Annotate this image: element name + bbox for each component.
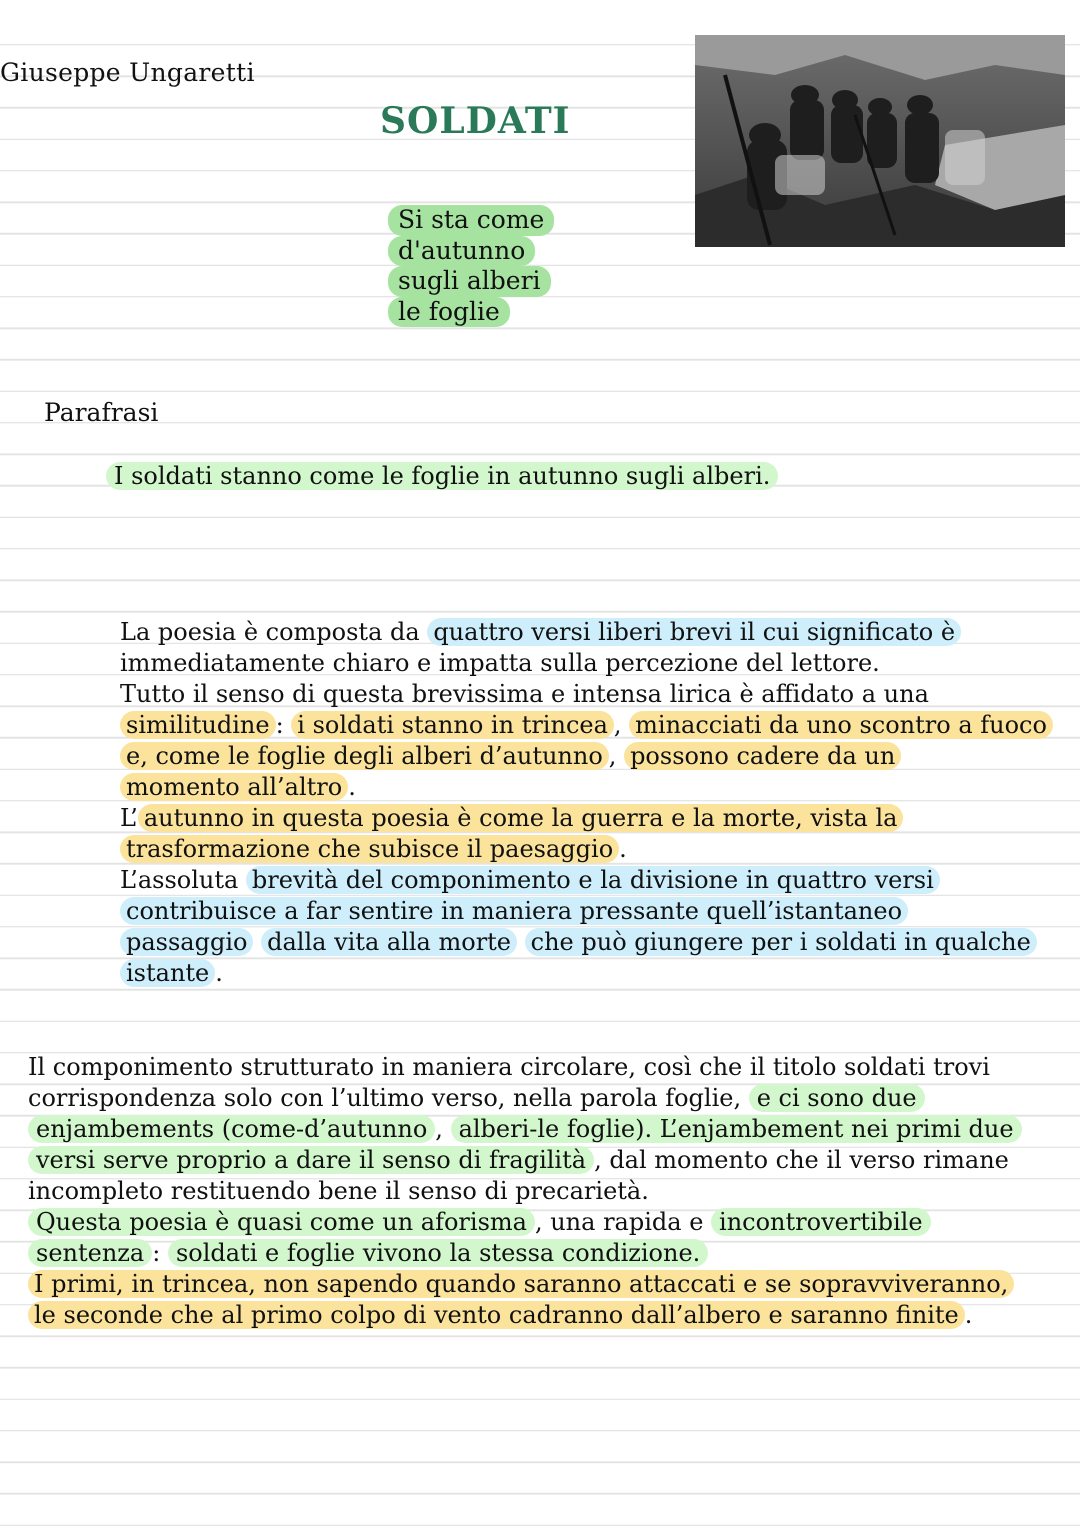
parafrasi-heading: Parafrasi bbox=[44, 398, 159, 427]
highlight-green: sentenza bbox=[28, 1239, 152, 1267]
highlight-blue: passaggio bbox=[120, 928, 253, 956]
highlight-blue: dalla vita alla morte bbox=[261, 928, 517, 956]
analysis-line: Tutto il senso di questa brevissima e intensa lirica è affidato a una bbox=[120, 680, 929, 708]
trench-photo-illustration bbox=[695, 35, 1065, 247]
analysis-line bbox=[120, 865, 1065, 896]
analysis-line bbox=[120, 741, 1065, 772]
highlight-green: versi serve proprio a dare il senso di fragilità bbox=[28, 1146, 594, 1174]
highlight-green: incontrovertibile bbox=[711, 1208, 931, 1236]
text-segment: L’ bbox=[120, 804, 138, 832]
highlight-green: soldati e foglie vivono la stessa condizione. bbox=[168, 1239, 708, 1267]
text-segment: La poesia è composta da bbox=[120, 618, 428, 646]
highlight-yellow: momento all’altro bbox=[120, 773, 348, 801]
analysis-line bbox=[120, 896, 1065, 927]
highlight-yellow: le seconde che al primo colpo di vento cadranno dall’albero e saranno finite bbox=[28, 1301, 965, 1329]
analysis-line bbox=[120, 617, 1065, 648]
analysis-paragraph bbox=[120, 617, 1065, 989]
text-segment bbox=[253, 928, 261, 956]
highlight-blue: istante bbox=[120, 959, 215, 987]
analysis-line bbox=[120, 834, 1065, 865]
analysis-line bbox=[120, 927, 1065, 958]
conclusion-line bbox=[28, 1114, 1073, 1145]
highlight-blue: che può giungere per i soldati in qualche bbox=[525, 928, 1037, 956]
highlight-yellow: possono cadere da un bbox=[624, 742, 901, 770]
poem-verse-1: Si sta come bbox=[388, 205, 554, 236]
highlight-yellow: i soldati stanno in trincea bbox=[291, 711, 614, 739]
highlight-green: enjambements (come-d’autunno bbox=[28, 1115, 435, 1143]
highlight-yellow: I primi, in trincea, non sapendo quando saranno attaccati e se sopravviveranno, bbox=[28, 1270, 1014, 1298]
text-segment: L’assoluta bbox=[120, 866, 246, 894]
analysis-line bbox=[120, 772, 1065, 803]
text-segment: corrispondenza solo con l’ultimo verso, nella parola foglie, bbox=[28, 1084, 749, 1112]
analysis-line bbox=[120, 803, 1065, 834]
highlight-yellow: e, come le foglie degli alberi d’autunno bbox=[120, 742, 609, 770]
poem-title: SOLDATI bbox=[380, 100, 571, 142]
text-segment: , una rapida e bbox=[534, 1208, 712, 1236]
highlight-green: e ci sono due bbox=[749, 1084, 925, 1112]
conclusion-line bbox=[28, 1207, 1073, 1238]
text-segment: , dal momento che il verso rimane bbox=[594, 1146, 1009, 1174]
parafrasi-text: I soldati stanno come le foglie in autunno sugli alberi. bbox=[106, 462, 778, 490]
poem-verse-3: sugli alberi bbox=[388, 266, 551, 297]
text-segment: . bbox=[348, 773, 356, 801]
conclusion-line: incompleto restituendo bene il senso di precarietà. bbox=[28, 1177, 649, 1205]
highlight-blue: contribuisce a far sentire in maniera pressante quell’istantaneo bbox=[120, 897, 908, 925]
analysis-line bbox=[120, 958, 1065, 989]
parafrasi-text-block bbox=[106, 462, 778, 490]
highlight-yellow: minacciati da uno scontro a fuoco bbox=[629, 711, 1053, 739]
highlight-green: alberi-le foglie). L’enjambement nei primi due bbox=[451, 1115, 1022, 1143]
text-segment: , bbox=[608, 742, 625, 770]
text-segment: . bbox=[964, 1301, 973, 1329]
analysis-line bbox=[120, 710, 1065, 741]
text-segment: : bbox=[275, 711, 292, 739]
highlight-blue: quattro versi liberi brevi il cui significato è bbox=[427, 618, 961, 646]
text-segment: . bbox=[619, 835, 627, 863]
text-segment bbox=[517, 928, 525, 956]
text-segment: . bbox=[215, 959, 223, 987]
poem-verses bbox=[388, 205, 554, 327]
text-segment: : bbox=[152, 1239, 168, 1267]
trench-photo bbox=[695, 35, 1065, 247]
poem-verse-2: d'autunno bbox=[388, 236, 535, 267]
poem-verse-4: le foglie bbox=[388, 297, 510, 328]
conclusion-line: Il componimento strutturato in maniera circolare, così che il titolo soldati trovi bbox=[28, 1053, 990, 1081]
text-segment: , bbox=[435, 1115, 451, 1143]
highlight-yellow: trasformazione che subisce il paesaggio bbox=[120, 835, 619, 863]
conclusion-line bbox=[28, 1083, 1073, 1114]
conclusion-line bbox=[28, 1300, 1073, 1331]
conclusion-line bbox=[28, 1145, 1073, 1176]
analysis-line: immediatamente chiaro e impatta sulla percezione del lettore. bbox=[120, 649, 880, 677]
author-name: Giuseppe Ungaretti bbox=[0, 58, 255, 87]
text-segment: , bbox=[613, 711, 630, 739]
highlight-green: Questa poesia è quasi come un aforisma bbox=[28, 1208, 535, 1236]
highlight-yellow: similitudine bbox=[120, 711, 276, 739]
conclusion-paragraph bbox=[28, 1052, 1073, 1331]
highlight-blue: brevità del componimento e la divisione in quattro versi bbox=[246, 866, 940, 894]
highlight-yellow: autunno in questa poesia è come la guerra e la morte, vista la bbox=[138, 804, 904, 832]
conclusion-line bbox=[28, 1269, 1073, 1300]
conclusion-line bbox=[28, 1238, 1073, 1269]
